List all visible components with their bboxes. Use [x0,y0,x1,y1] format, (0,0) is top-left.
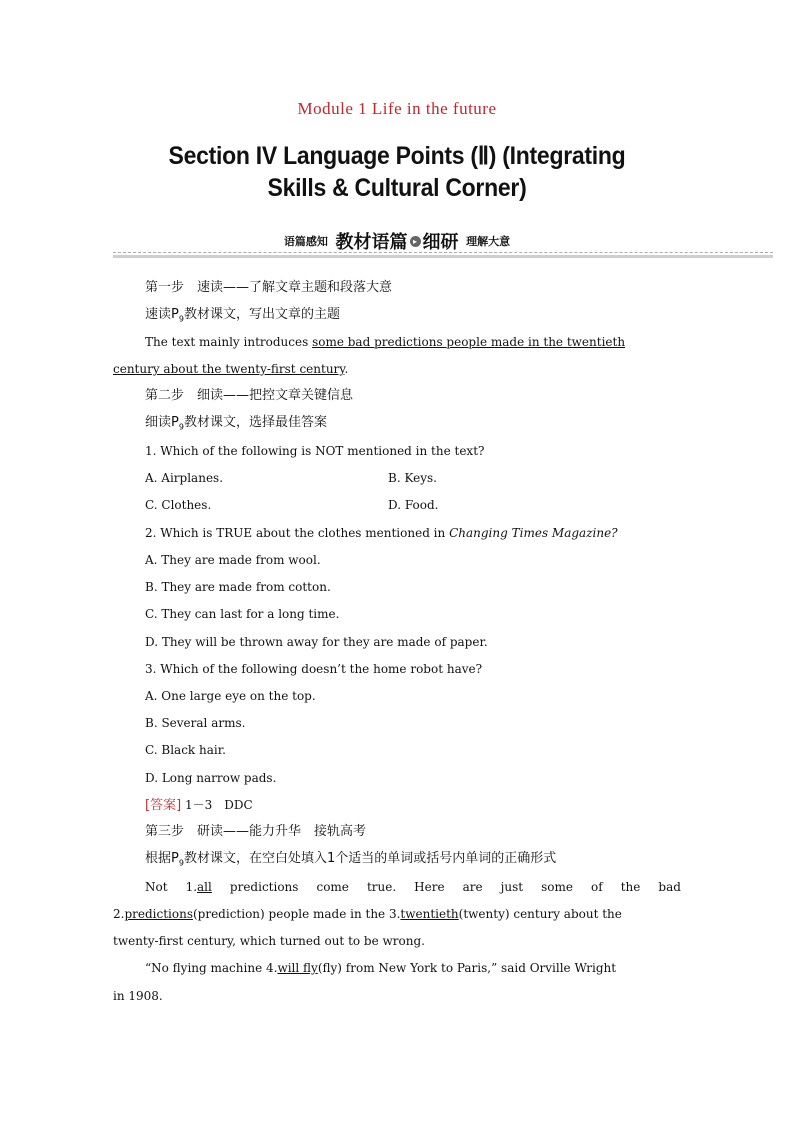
q2-option-c: C. They can last for a long time. [145,607,340,621]
step2-heading: 第二步 细读——把控文章关键信息 [145,388,354,403]
question-1: 1. Which of the following is NOT mentioned in the text? [145,444,485,458]
step1-instruction: 速读$P_9$教材课文，写出文章的主题 [145,307,340,324]
q2-option-d: D. They will be thrown away for they are made of paper. [145,635,488,649]
step2-instruction: 细读$P_9$教材课文，选择最佳答案 [145,415,327,432]
banner-right-label: 理解大意 [466,235,511,248]
answer-blank: twentieth [400,907,459,921]
passage-line2: 2.predictions(prediction) people made in the 3.twentieth(twenty) century about the [113,907,622,921]
passage-line5: in 1908. [113,989,163,1003]
module-title: Module 1 Life in the future [297,99,497,118]
section-title-line2: Skills & Cultural Corner) [267,174,527,202]
banner-left-label: 语篇感知 [283,235,328,248]
q1-options-row1: A. Airplanes. B. Keys. [145,471,437,485]
banner-main-a: 教材语篇 [335,232,408,253]
answer-blank: all [197,880,212,894]
q1-options-row2: C. Clothes. D. Food. [145,498,439,512]
answer-blank: century about the twenty-first century [113,362,345,376]
answer-blank: will fly [277,961,318,975]
answer-blank: some bad predictions people made in the twentieth [312,335,626,349]
q3-option-b: B. Several arms. [145,716,246,730]
answer-key: [答案] 1－3 DDC [145,798,253,813]
q2-option-a: A. They are made from wool. [145,553,321,567]
q2-option-b: B. They are made from cotton. [145,580,331,594]
answer-blank: predictions [124,907,193,921]
question-2: 2. Which is TRUE about the clothes mentioned in Changing Times Magazine? [145,526,618,540]
divider [113,252,773,253]
q3-option-d: D. Long narrow pads. [145,771,277,785]
step3-heading: 第三步 研读——能力升华 接轨高考 [145,824,367,839]
chevron-right-icon: ▸ [410,236,421,247]
banner-main-b: 细研 [422,232,459,253]
passage-line4: “No flying machine 4.will fly(fly) from New York to Paris,” said Orville Wright [145,961,617,975]
divider-bar [113,255,773,258]
step1-text-line1: The text mainly introduces some bad predictions people made in the twentieth [145,335,626,349]
section-title [32,140,762,204]
step3-instruction: 根据$P_9$教材课文，在空白处填入1个适当的单词或括号内单词的正确形式 [145,851,557,868]
q3-option-a: A. One large eye on the top. [145,689,316,703]
section-banner [0,228,794,254]
step1-heading: 第一步 速读——了解文章主题和段落大意 [145,280,393,295]
question-3: 3. Which of the following doesn’t the home robot have? [145,662,483,676]
step1-text-line2: century about the twenty-first century. [113,362,349,376]
passage-line1: Not 1.all predictions come true. Here are just some of the bad [145,880,681,894]
section-title-line1: Section IV Language Points (Ⅱ) (Integrating [168,142,626,170]
passage-line3: twenty-first century, which turned out to be wrong. [113,934,425,948]
q3-option-c: C. Black hair. [145,743,226,757]
